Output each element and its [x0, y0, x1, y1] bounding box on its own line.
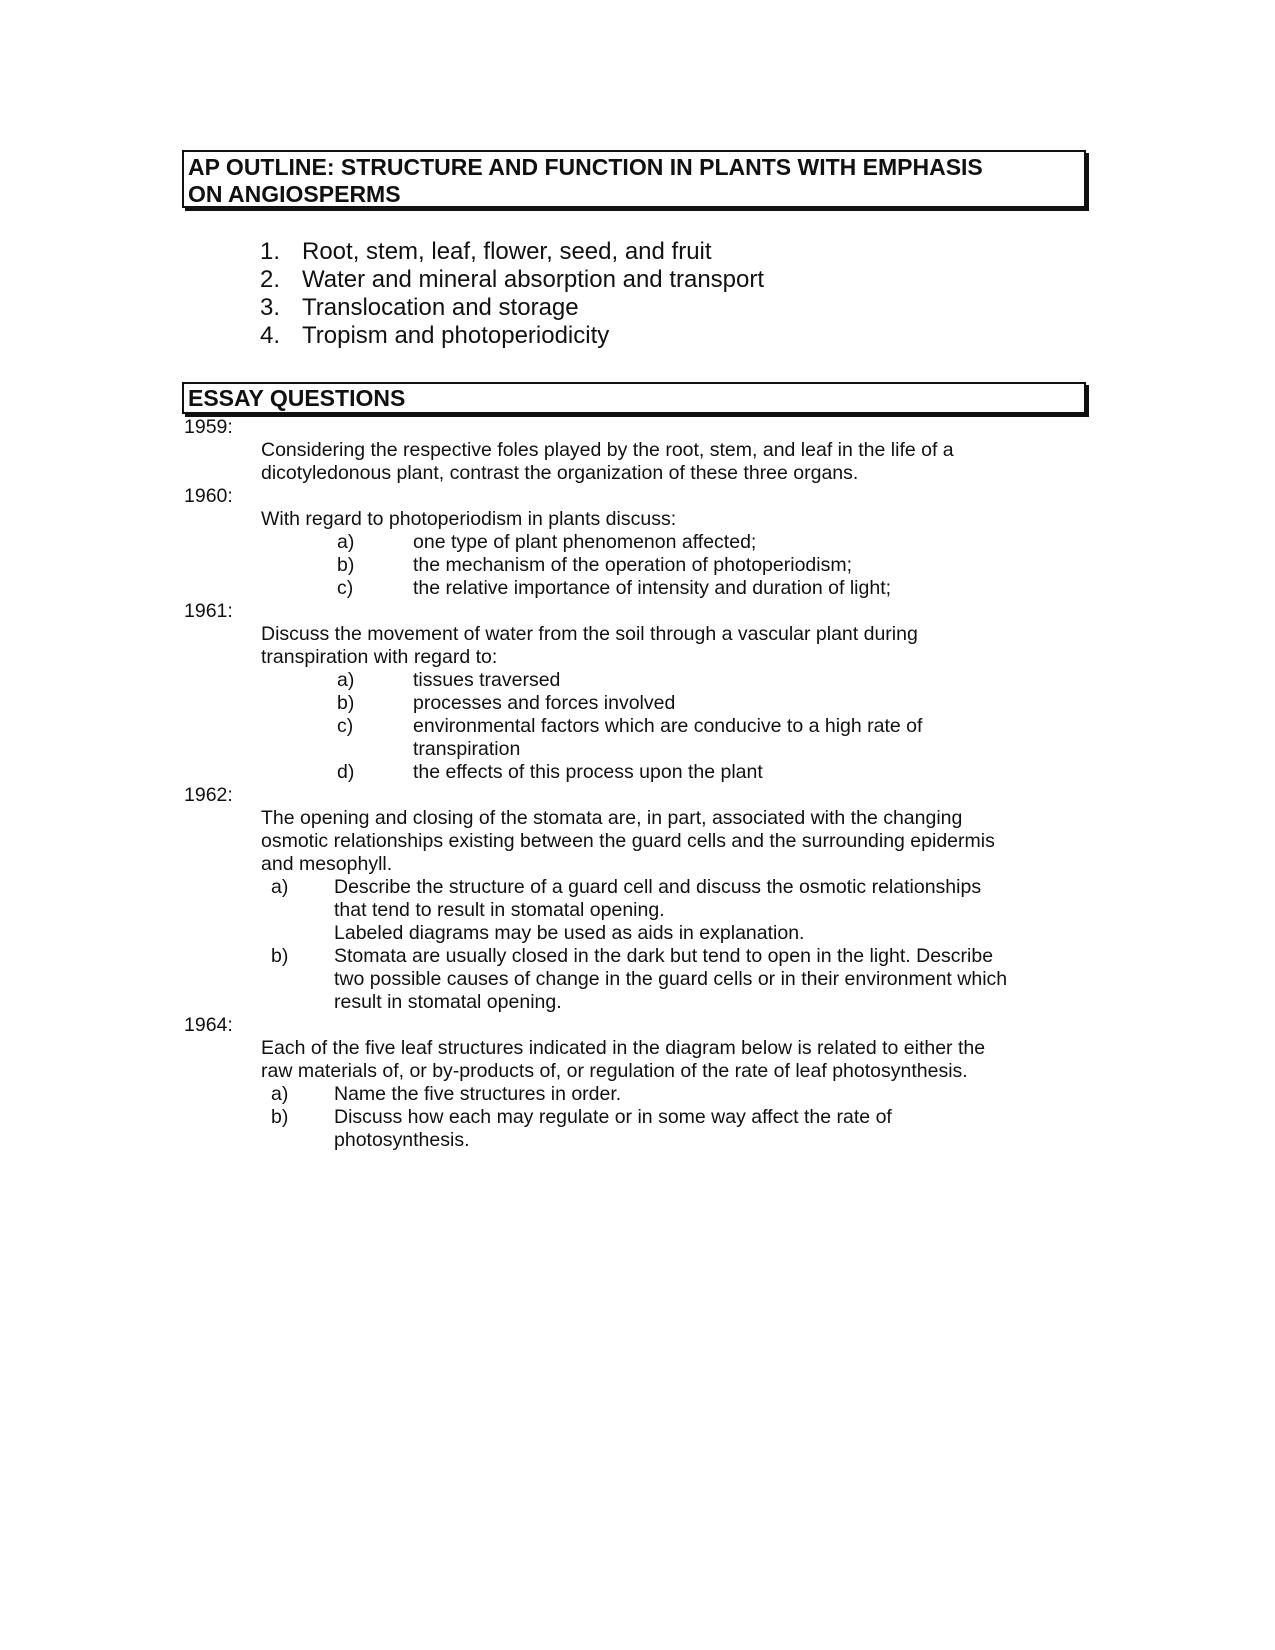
topic-item — [260, 322, 764, 350]
subitem-letter: a) — [337, 669, 355, 691]
essay-subitem — [271, 876, 1064, 945]
subitem-text: one type of plant phenomenon affected; — [413, 531, 757, 553]
essay-subitem — [337, 761, 1064, 784]
topic-text: Tropism and photoperiodicity — [302, 322, 610, 349]
essay-year: 1961: — [184, 600, 233, 622]
subitem-text: processes and forces involved — [413, 692, 676, 714]
essay-year: 1959: — [184, 416, 233, 438]
subitem-text: the effects of this process upon the plant — [413, 761, 763, 783]
topic-item — [260, 266, 764, 294]
subitem-letter: d) — [337, 761, 355, 783]
essay-subitem — [337, 577, 1064, 600]
topic-number: 2. — [260, 266, 281, 293]
essay-subitem — [337, 669, 1064, 692]
outline-title-box — [182, 150, 1086, 208]
essay-subitem — [337, 715, 1064, 761]
subitem-text: Stomata are usually closed in the dark but tend to open in the light. Describe two possible causes of change in the guard cells or in their environment which result in stomatal opening. — [334, 945, 1008, 1013]
outline-title-line2: ON ANGIOSPERMS — [188, 181, 401, 207]
topic-item — [260, 294, 764, 322]
essay-subitem — [337, 531, 1064, 554]
essay-prompt: With regard to photoperiodism in plants discuss: — [261, 508, 677, 530]
essay-subitem — [271, 1106, 1064, 1152]
subitem-letter: c) — [337, 577, 354, 599]
essay-subitem — [271, 945, 1064, 1014]
topic-number: 1. — [260, 238, 281, 265]
subitem-text: tissues traversed — [413, 669, 561, 691]
subitem-text: Name the five structures in order. — [334, 1083, 622, 1105]
essay-year: 1962: — [184, 784, 233, 806]
subitem-letter: c) — [337, 715, 354, 737]
essay-prompt: Discuss the movement of water from the soil through a vascular plant during transpiration with regard to: — [261, 623, 918, 668]
topic-text: Water and mineral absorption and transport — [302, 266, 765, 293]
subitem-letter: b) — [337, 554, 355, 576]
subitem-letter: b) — [271, 1106, 289, 1128]
essay-prompt: Each of the five leaf structures indicated in the diagram below is related to either the raw materials of, or by-products of, or regulation of the rate of leaf photosynthesis. — [261, 1037, 986, 1082]
subitem-letter: a) — [271, 876, 289, 898]
essay-questions-heading: ESSAY QUESTIONS — [182, 382, 1086, 414]
essay-year: 1960: — [184, 485, 233, 507]
subitem-text: the mechanism of the operation of photoperiodism; — [413, 554, 853, 576]
subitem-letter: b) — [271, 945, 289, 967]
outline-title-line1: AP OUTLINE: STRUCTURE AND FUNCTION IN PLANTS WITH EMPHASIS — [188, 154, 983, 180]
topic-list — [260, 238, 764, 350]
subitem-text: Describe the structure of a guard cell and discuss the osmotic relationships that tend to result in stomatal opening. — [334, 876, 982, 921]
subitem-letter: b) — [337, 692, 355, 714]
essay-year: 1964: — [184, 1014, 233, 1036]
topic-text: Root, stem, leaf, flower, seed, and fruit — [302, 238, 712, 265]
essay-subitem — [337, 554, 1064, 577]
essay-subitem — [271, 1083, 1064, 1106]
topic-number: 3. — [260, 294, 281, 321]
subitem-letter: a) — [271, 1083, 289, 1105]
subitem-letter: a) — [337, 531, 355, 553]
essay-questions — [184, 416, 1064, 1152]
essay-prompt: The opening and closing of the stomata are, in part, associated with the changing osmotic relationships existing between the guard cells and the surrounding epidermis and mesophyll. — [261, 807, 995, 875]
topic-item — [260, 238, 764, 266]
essay-prompt: Considering the respective foles played by the root, stem, and leaf in the life of a dicotyledonous plant, contrast the organization of these three organs. — [261, 439, 954, 484]
topic-number: 4. — [260, 322, 281, 349]
essay-subitem — [337, 692, 1064, 715]
subitem-text: the relative importance of intensity and duration of light; — [413, 577, 892, 599]
subitem-text: Discuss how each may regulate or in some way affect the rate of photosynthesis. — [334, 1106, 892, 1151]
topic-text: Translocation and storage — [302, 294, 579, 321]
subitem-text: environmental factors which are conducive to a high rate of transpiration — [413, 715, 923, 760]
subitem-note: Labeled diagrams may be used as aids in explanation. — [334, 922, 805, 944]
